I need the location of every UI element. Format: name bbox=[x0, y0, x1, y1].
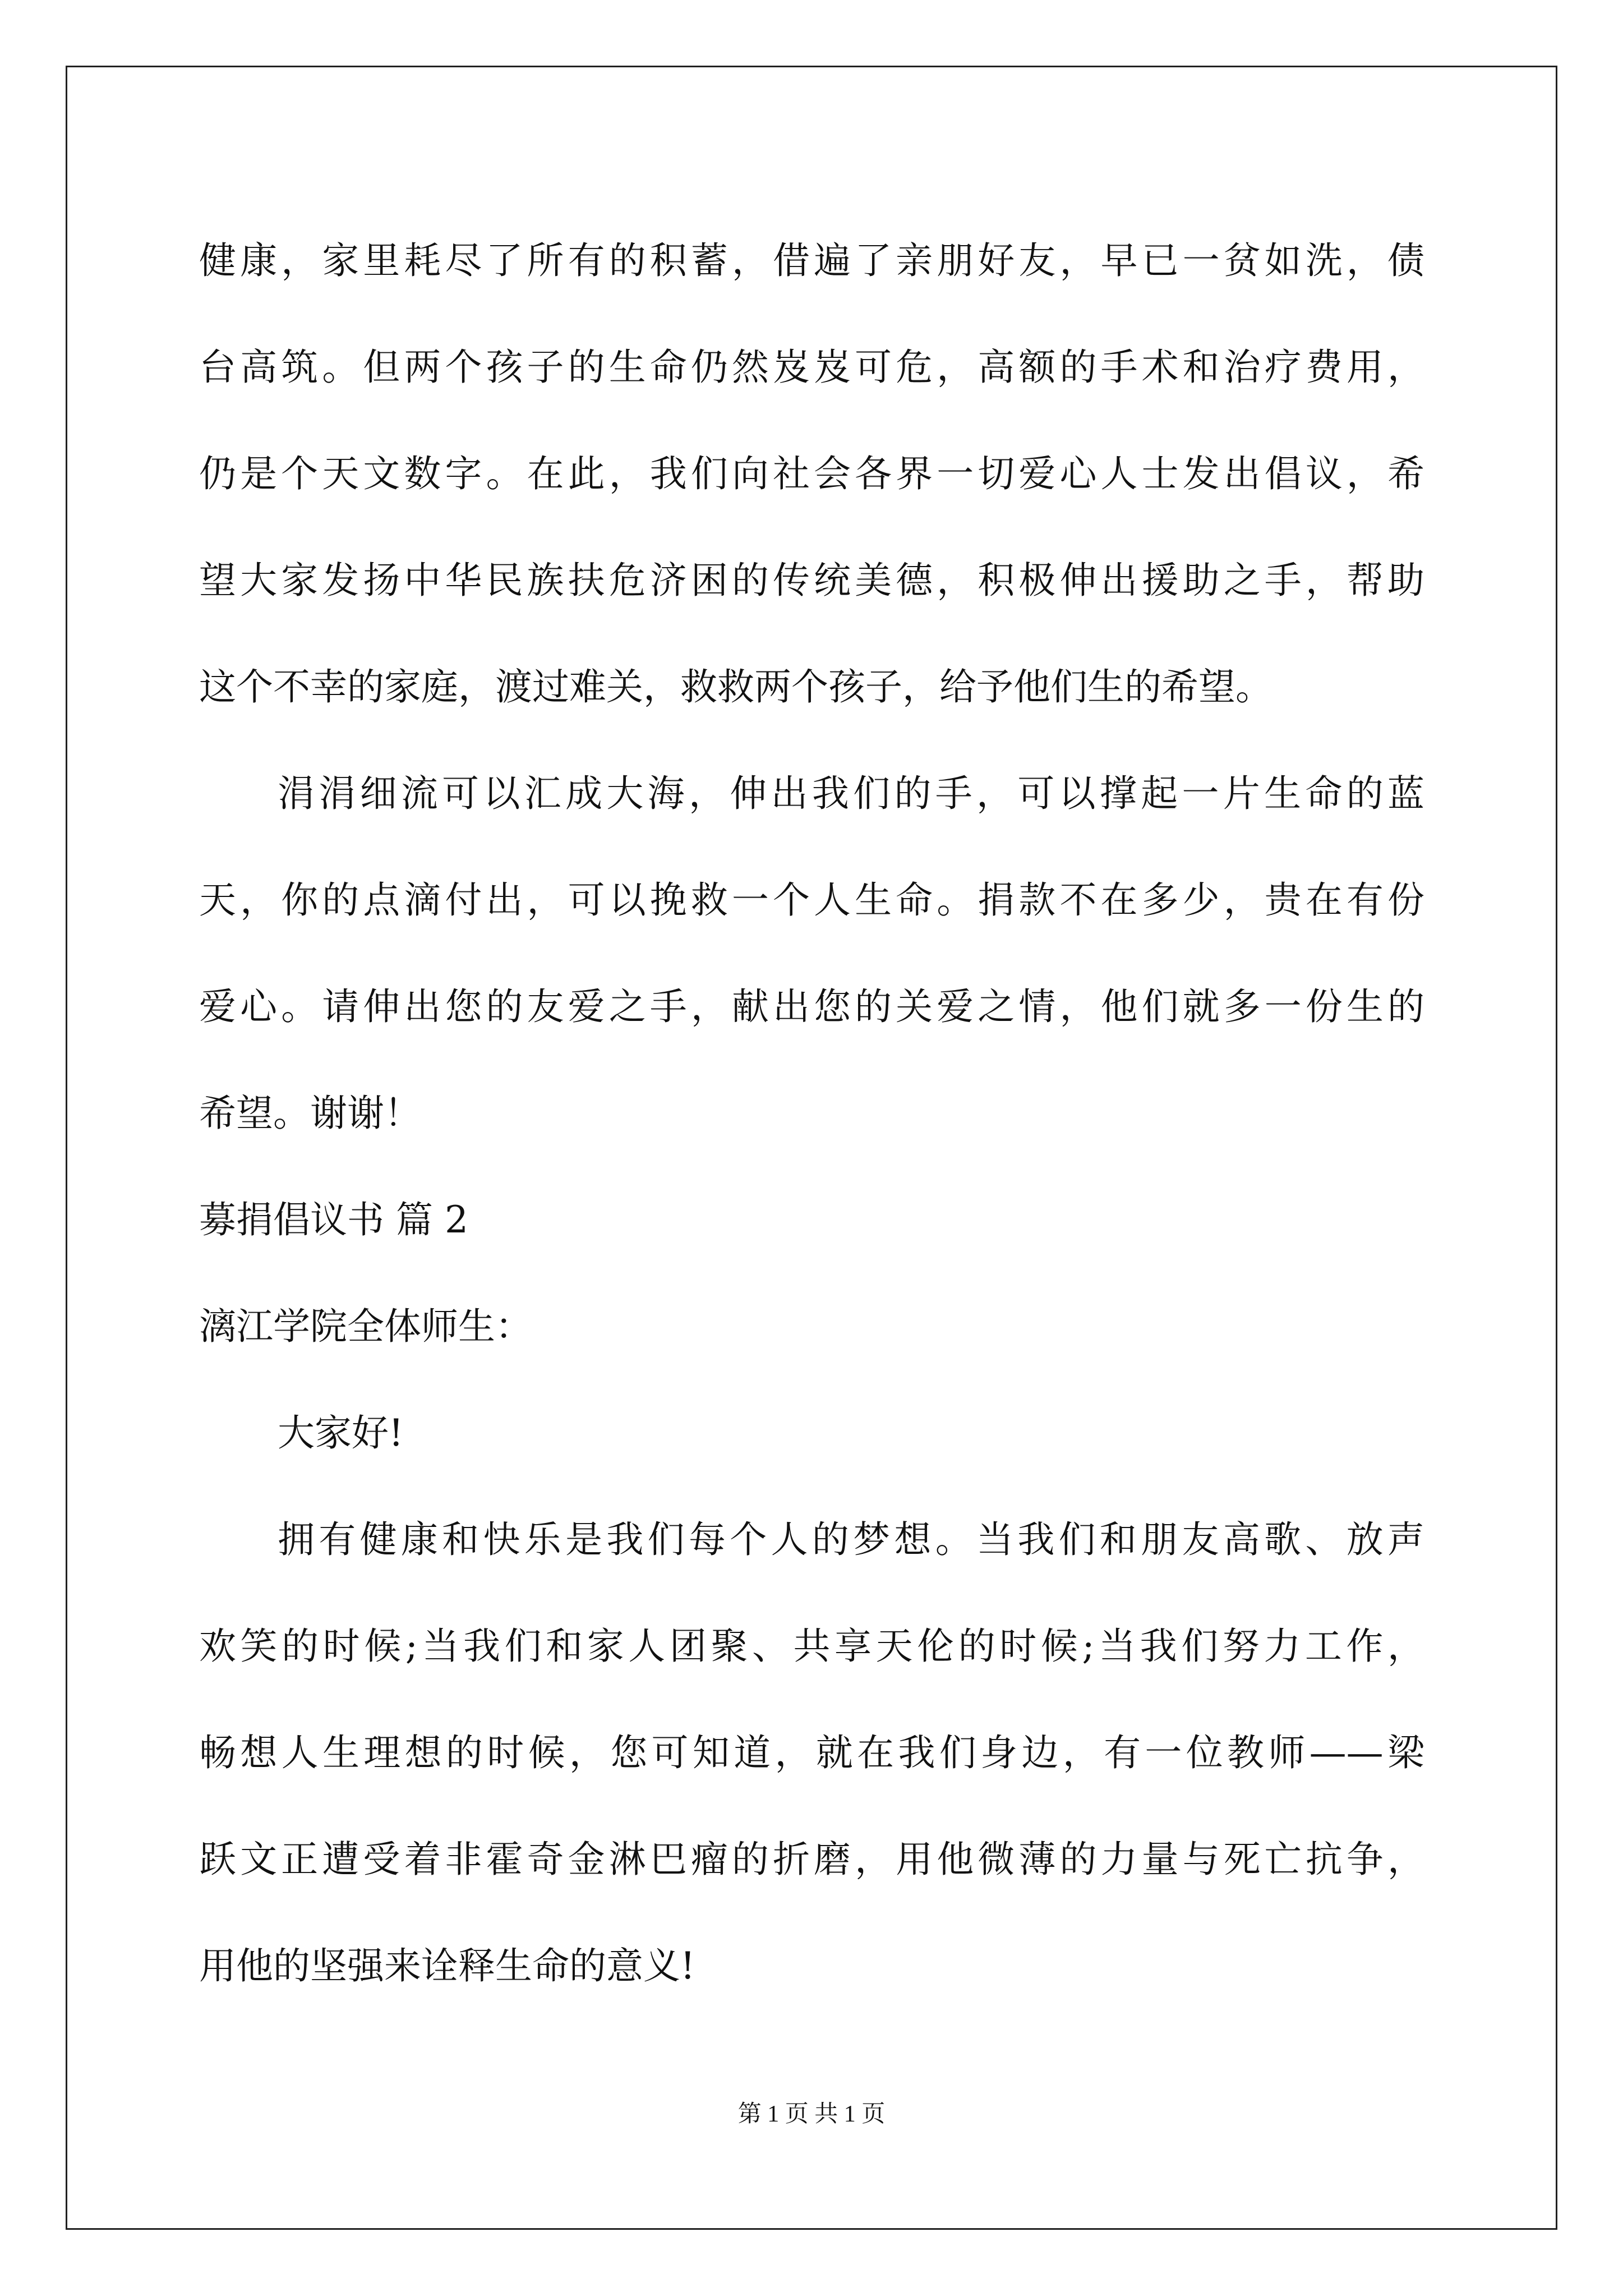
text-line: 健康，家里耗尽了所有的积蓄，借遍了亲朋好友，早已一贫如洗，债 bbox=[199, 239, 1424, 282]
text-line: 畅想人生理想的时候，您可知道，就在我们身边，有一位教师——梁 bbox=[199, 1731, 1424, 1774]
text-line: 用他的坚强来诠释生命的意义! bbox=[199, 1944, 695, 1987]
text-line: 爱心。请伸出您的友爱之手，献出您的关爱之情，他们就多一份生的 bbox=[199, 985, 1424, 1028]
text-line: 台高筑。但两个孩子的生命仍然岌岌可危，高额的手术和治疗费用， bbox=[199, 346, 1424, 389]
text-line: 望大家发扬中华民族扶危济困的传统美德，积极伸出援助之手，帮助 bbox=[199, 559, 1424, 602]
greeting: 大家好! bbox=[278, 1411, 404, 1455]
page-footer: 第 1 页 共 1 页 bbox=[737, 2101, 886, 2127]
text-line: 涓涓细流可以汇成大海，伸出我们的手，可以撑起一片生命的蓝 bbox=[278, 772, 1424, 815]
document-body bbox=[199, 208, 1424, 2019]
salutation: 漓江学院全体师生： bbox=[199, 1305, 532, 1348]
text-line: 欢笑的时候;当我们和家人团聚、共享天伦的时候;当我们努力工作， bbox=[199, 1625, 1424, 1668]
text-line: 天，你的点滴付出，可以挽救一个人生命。捐款不在多少，贵在有份 bbox=[199, 878, 1424, 922]
text-line: 希望。谢谢！ bbox=[199, 1092, 421, 1135]
text-line: 跃文正遭受着非霍奇金淋巴瘤的折磨，用他微薄的力量与死亡抗争， bbox=[199, 1838, 1424, 1881]
section-heading: 募捐倡议书 篇 2 bbox=[199, 1198, 468, 1241]
text-line: 这个不幸的家庭，渡过难关，救救两个孩子，给予他们生的希望。 bbox=[199, 665, 1272, 708]
text-line: 拥有健康和快乐是我们每个人的梦想。当我们和朋友高歌、放声 bbox=[278, 1518, 1424, 1561]
text-line: 仍是个天文数字。在此，我们向社会各界一切爱心人士发出倡议，希 bbox=[199, 452, 1424, 495]
